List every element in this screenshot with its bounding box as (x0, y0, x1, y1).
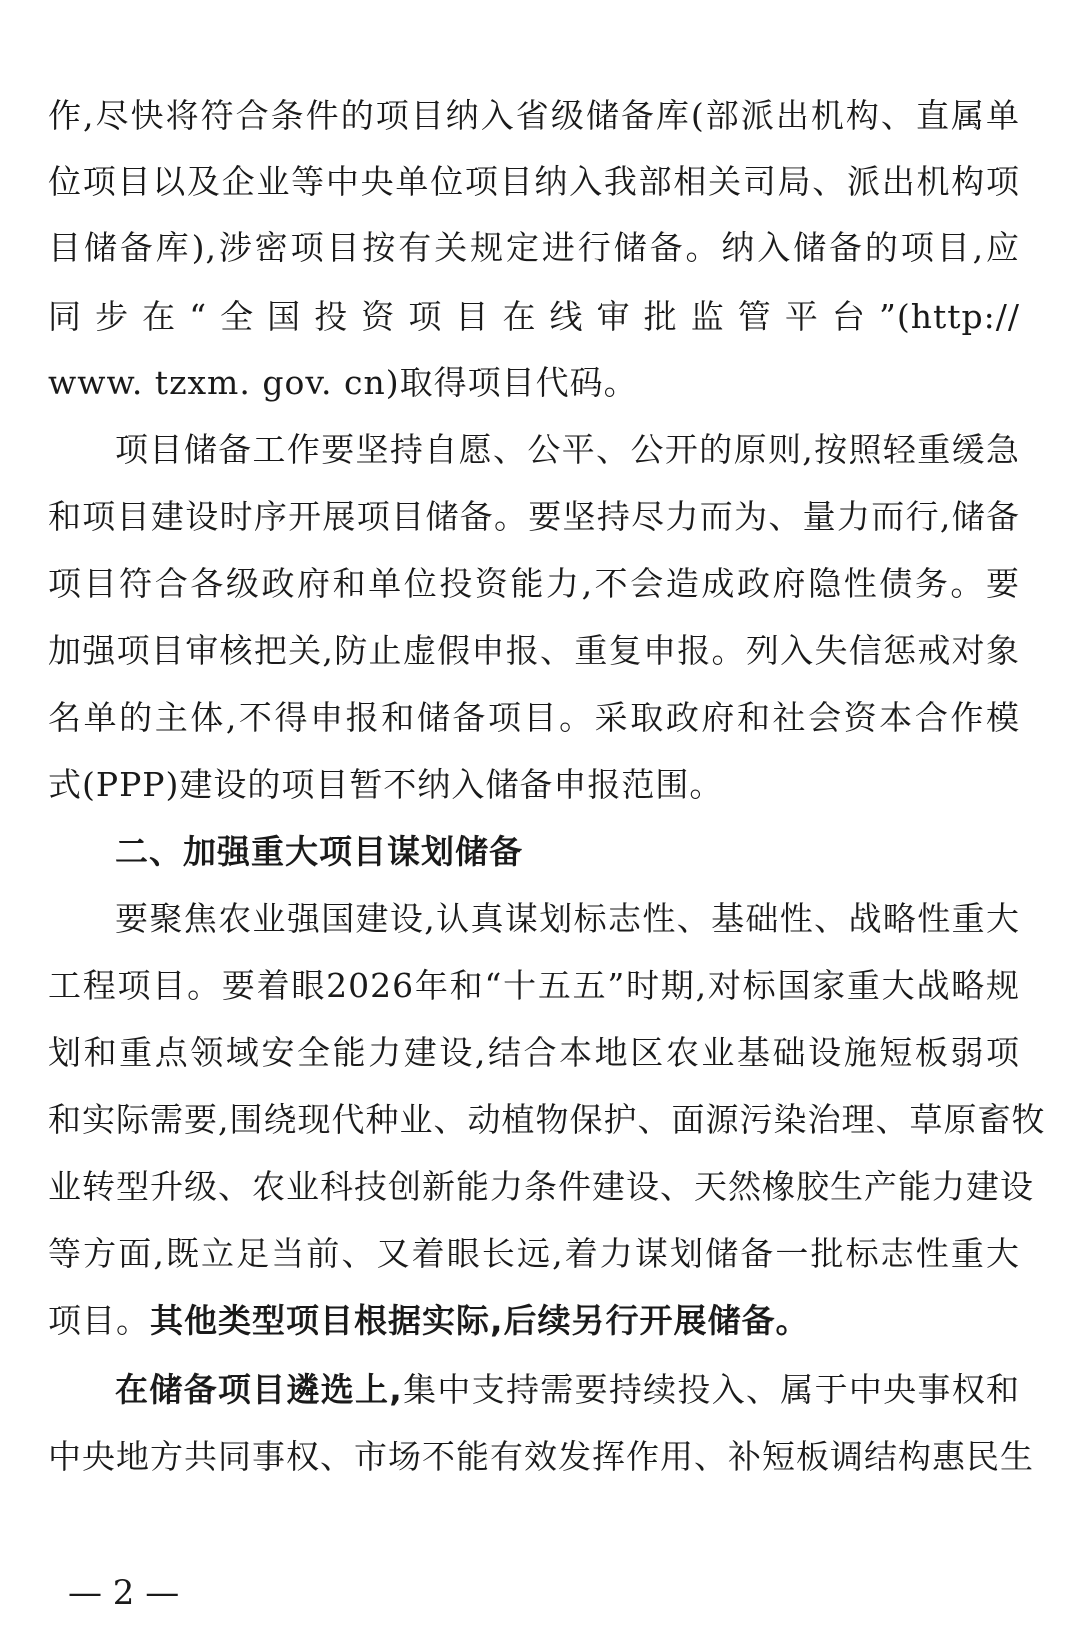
paragraph-line: 工程项目。要着眼2026年和“十五五”时期,对标国家重大战略规 (48, 966, 1020, 1005)
paragraph-line: 业转型升级、农业科技创新能力条件建设、天然橡胶生产能力建设 (48, 1167, 1034, 1206)
paragraph-line: 目储备库),涉密项目按有关规定进行储备。纳入储备的项目,应 (48, 228, 1020, 267)
paragraph-line: 项目储备工作要坚持自愿、公平、公开的原则,按照轻重缓急 (115, 430, 1020, 469)
paragraph-line: 划和重点领域安全能力建设,结合本地区农业基础设施短板弱项 (48, 1033, 1020, 1072)
line-text: 集中支持需要持续投入、属于中央事权和 (402, 1370, 1021, 1409)
section-heading: 二、加强重大项目谋划储备 (115, 832, 523, 871)
paragraph-line: 加强项目审核把关,防止虚假申报、重复申报。列入失信惩戒对象 (48, 631, 1020, 670)
paragraph-line: 位项目以及企业等中央单位项目纳入我部相关司局、派出机构项 (48, 162, 1020, 201)
paragraph-line: 要聚焦农业强国建设,认真谋划标志性、基础性、战略性重大 (115, 899, 1020, 938)
paragraph-line: 式(PPP)建设的项目暂不纳入储备申报范围。 (48, 765, 724, 804)
paragraph-line: 中央地方共同事权、市场不能有效发挥作用、补短板调结构惠民生 (48, 1437, 1034, 1476)
bold-lead-in: 在储备项目遴选上, (115, 1370, 403, 1409)
paragraph-line: 作,尽快将符合条件的项目纳入省级储备库(部派出机构、直属单 (48, 96, 1020, 135)
paragraph-line: 项目符合各级政府和单位投资能力,不会造成政府隐性债务。要 (48, 564, 1020, 603)
paragraph-line: www. tzxm. gov. cn)取得项目代码。 (48, 363, 638, 402)
bold-sentence: 其他类型项目根据实际,后续另行开展储备。 (150, 1301, 810, 1340)
paragraph-line (115, 1356, 1020, 1424)
paragraph-line: 和项目建设时序开展项目储备。要坚持尽力而为、量力而行,储备 (48, 497, 1020, 536)
paragraph-line (48, 1287, 1020, 1355)
line-text: 项目。 (48, 1301, 150, 1340)
paragraph-line: 同步在“全国投资项目在线审批监管平台”(http:// (48, 297, 1020, 336)
page-number: — 2 — (68, 1573, 180, 1613)
paragraph-line: 和实际需要,围绕现代种业、动植物保护、面源污染治理、草原畜牧 (48, 1100, 1046, 1139)
paragraph-line: 等方面,既立足当前、又着眼长远,着力谋划储备一批标志性重大 (48, 1234, 1020, 1273)
paragraph-line: 名单的主体,不得申报和储备项目。采取政府和社会资本合作模 (48, 698, 1020, 737)
